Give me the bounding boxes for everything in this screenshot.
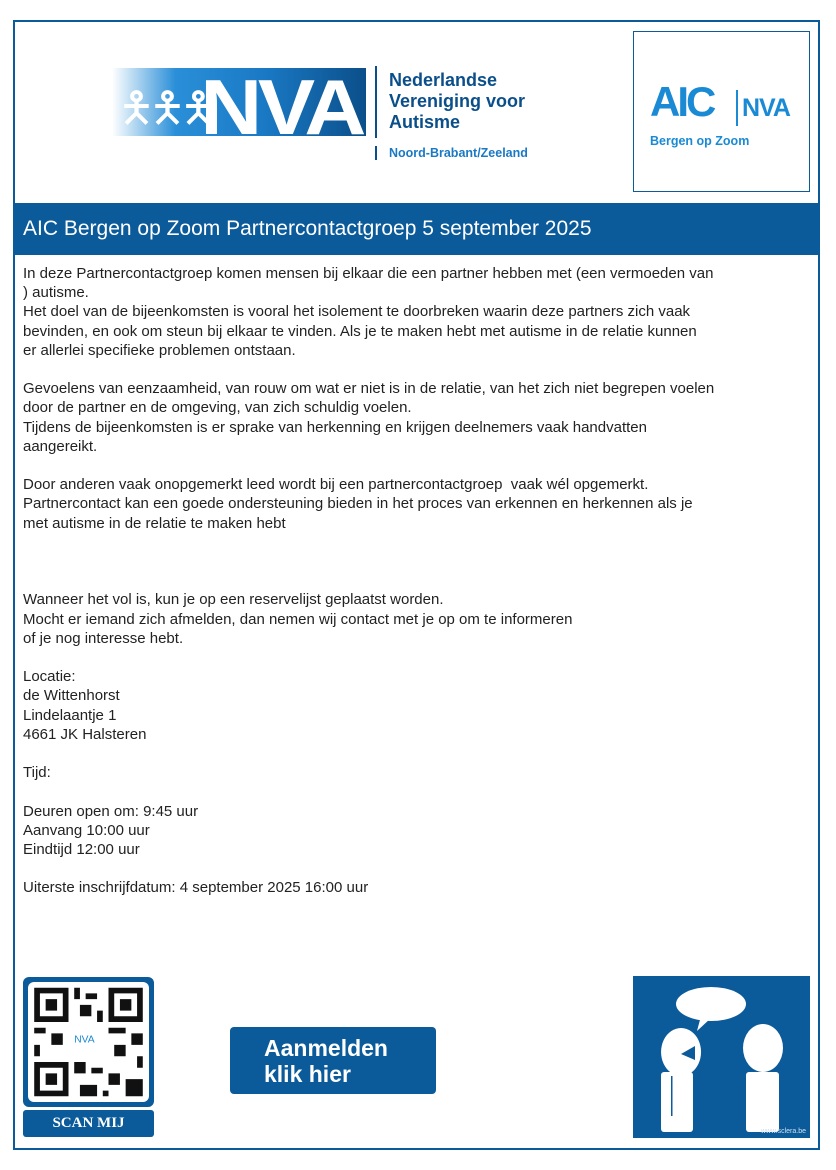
times: Deuren open om: 9:45 uur Aanvang 10:00 uur Eindtijd 12:00 uur xyxy=(23,802,199,858)
location: Locatie: de Wittenhorst Lindelaantje 1 4661 JK Halsteren xyxy=(23,668,147,743)
conversation-illustration xyxy=(633,976,810,1138)
scan-label: SCAN MIJ xyxy=(23,1110,154,1137)
deadline: Uiterste inschrijfdatum: 4 september 2025 16:00 uur xyxy=(23,879,369,897)
body-text: In deze Partnercontactgroep komen mensen bij elkaar die een partner hebben met (een vermoeden van ) autisme. Het doel van de bijeenkomsten is vooral het isolement te doorbreken waarin deze partners zich vaak bevinden, en ook om steun bij elkaar te vinden. Als je te maken hebt met autisme in de relatie kunnen er allerlei specifieke problemen ontstaan. Gevoelens van eenzaamheid, van rouw om wat er niet is in de relatie, van het zich niet begrepen voelen door de partner en de omgeving, van zich schuldig voelen. Tijdens de bijeenkomsten is er sprake van herkenning en krijgen deelnemers vaak handvatten aangereikt. Door anderen vaak onopgemerkt leed wordt bij een partnercontactgroep vaak wél opgemerkt. Partnercontact kan een goede ondersteuning bieden in het proces van erkennen en herkennen als je met autisme in de relatie te maken hebt Wanneer het vol is, kun je op een reservelijst geplaatst worden. Mocht er iemand zich afmelden, dan nemen wij contact met je op om te informeren of je nog interesse hebt. Locatie: de Wittenhorst Lindelaantje 1 4661 JK Halsteren Tijd: Deuren open om: 9:45 uur Aanvang 10:00 uur Eindtijd 12:00 uur Uiterste inschrijfdatum: 4 september 2025 16:00 uur xyxy=(23,264,823,898)
signup-button[interactable]: Aanmelden klik hier xyxy=(230,1027,436,1094)
qr-code-icon xyxy=(28,982,149,1102)
qr-code[interactable] xyxy=(23,977,154,1137)
nva-region: Noord-Brabant/Zeeland xyxy=(389,146,528,160)
aic-logo: AIC NVA Bergen op Zoom xyxy=(633,31,810,192)
people-icon: 🯅🯅🯅 xyxy=(118,84,211,131)
time-label: Tijd: xyxy=(23,764,51,782)
svg-text:NVA: NVA xyxy=(74,1034,95,1046)
page-title: AIC Bergen op Zoom Partnercontactgroep 5 september 2025 xyxy=(13,203,820,255)
nva-name: Nederlandse Vereniging voor Autisme xyxy=(389,70,526,132)
two-people-talking-icon xyxy=(633,976,810,1138)
image-credit: www.sclera.be xyxy=(760,1128,806,1135)
